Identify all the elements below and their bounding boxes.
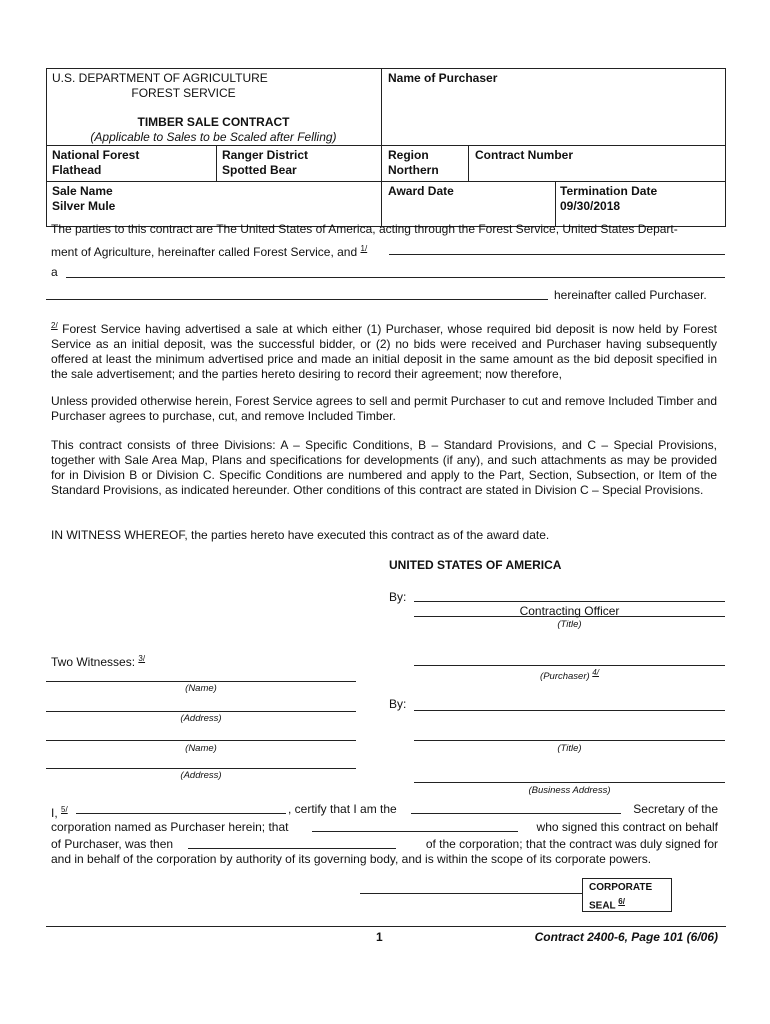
cert-i-text: I,	[51, 806, 58, 820]
sale-name-label: Sale Name	[52, 184, 113, 198]
form-subtitle: (Applicable to Sales to be Scaled after Felling)	[90, 130, 337, 144]
region-label: Region	[388, 148, 429, 162]
footnote-6: 6/	[618, 897, 625, 906]
region-value[interactable]: Northern	[388, 163, 439, 177]
purchaser-label: Name of Purchaser	[388, 71, 498, 85]
parties-line-2	[51, 241, 367, 260]
service-name	[46, 86, 381, 101]
national-forest-label: National Forest	[52, 148, 140, 162]
footnote-4: 4/	[592, 668, 599, 677]
parties-line-2-text: ment of Agriculture, hereinafter called Forest Service, and	[51, 245, 358, 259]
purchaser-title-line[interactable]	[414, 740, 725, 741]
advertised-sale-paragraph	[51, 318, 717, 382]
purchaser-name-line[interactable]	[389, 254, 725, 255]
award-date-label: Award Date	[388, 184, 454, 198]
officer-title-line	[414, 616, 725, 617]
hereinafter-text: hereinafter called Purchaser.	[554, 288, 707, 302]
national-forest-value[interactable]: Flathead	[52, 163, 102, 177]
footnote-1: 1/	[360, 244, 368, 253]
business-address-caption: (Business Address)	[528, 785, 611, 796]
cert-line-2b: who signed this contract on behalf	[536, 820, 718, 834]
advertised-sale-text: Forest Service having advertised a sale at which either (1) Purchaser, whose required bid deposit is now held by Forest Service as an initial deposit, was the successful bidder, or (2) no bids were received and Purchaser having subsequently offered at least the minimum advertised price and made an initial deposit in the same amount as the bid deposit specified in the sale advertisement; and the parties hereto desiring to record their agreement; now therefore,	[51, 322, 717, 381]
ranger-district-label: Ranger District	[222, 148, 309, 162]
termination-date-label: Termination Date	[560, 184, 658, 198]
cert-secretary-text: Secretary of the	[633, 802, 718, 816]
cert-name-line[interactable]	[76, 813, 286, 814]
officer-signature-line[interactable]	[414, 601, 725, 602]
page-number: 1	[376, 930, 383, 944]
termination-date-value[interactable]: 09/30/2018	[560, 199, 621, 213]
two-witnesses-text: Two Witnesses:	[51, 655, 136, 669]
seal-line-1: CORPORATE	[589, 882, 653, 893]
by-label-2: By:	[389, 697, 407, 711]
seal-line-2-text: SEAL	[589, 900, 616, 912]
divisions-paragraph: This contract consists of three Divisions: A – Specific Conditions, B – Standard Provisions, and C – Special Provisions, together with Sale Area Map, Plans and specifications for developments (if any), and such attachments as may be provided for in Division B or Division C. Specific Conditions are numbered and apply to the Part, Section, Subsection, or Item of the Standard Provisions, as indicated hereunder. Other conditions of this contract are stated in Division C – Special Provisions.	[51, 438, 717, 497]
witness-2-address-line[interactable]	[46, 768, 356, 769]
footnote-5: 5/	[61, 805, 68, 814]
by-label-1: By:	[389, 590, 407, 604]
cert-certify-text: , certify that I am the	[288, 802, 397, 816]
usa-heading: UNITED STATES OF AMERICA	[389, 558, 562, 572]
title-caption-2: (Title)	[557, 743, 582, 754]
purchaser-address-line[interactable]	[46, 299, 548, 300]
witness-whereof-paragraph: IN WITNESS WHEREOF, the parties hereto have executed this contract as of the award date.	[51, 528, 550, 542]
dept-name: U.S. DEPARTMENT OF AGRICULTURE	[52, 71, 268, 85]
footer-rule	[46, 926, 726, 927]
form-title: TIMBER SALE CONTRACT	[137, 115, 290, 129]
cert-line-2a: corporation named as Purchaser herein; that	[51, 820, 289, 834]
a-label: a	[51, 265, 58, 279]
corporate-seal-box	[582, 878, 672, 912]
address-caption-2: (Address)	[180, 770, 222, 781]
cert-i-label	[51, 802, 68, 821]
cert-office-line[interactable]	[411, 813, 621, 814]
cert-line-4: and in behalf of the corporation by authority of its governing body, and is within the scope of its corporate powers.	[51, 852, 652, 866]
seal-signature-line[interactable]	[360, 893, 582, 894]
witness-2-name-line[interactable]	[46, 740, 356, 741]
cert-line-3b: of the corporation; that the contract was duly signed for	[425, 837, 718, 851]
cert-signer-line[interactable]	[312, 831, 518, 832]
sale-name-value[interactable]: Silver Mule	[52, 199, 116, 213]
footnote-3: 3/	[138, 654, 146, 663]
witness-1-name-line[interactable]	[46, 681, 356, 682]
purchaser-by-line[interactable]	[414, 710, 725, 711]
two-witnesses-label	[51, 651, 145, 670]
address-caption-1: (Address)	[180, 713, 222, 724]
name-caption-1: (Name)	[185, 683, 217, 694]
purchaser-entity-line[interactable]	[66, 277, 725, 278]
sale-agreement-paragraph: Unless provided otherwise herein, Forest Service agrees to sell and permit Purchaser to cut and remove Included Timber and Purchaser agrees to purchase, cut, and remove Included Timber.	[51, 394, 717, 423]
cert-position-line[interactable]	[188, 848, 396, 849]
purchaser-caption-text: (Purchaser)	[540, 671, 590, 683]
witness-1-address-line[interactable]	[46, 711, 356, 712]
ranger-district-value[interactable]: Spotted Bear	[222, 163, 297, 177]
title-caption-1: (Title)	[557, 619, 582, 630]
purchaser-signature-line[interactable]	[414, 665, 725, 666]
name-caption-2: (Name)	[185, 743, 217, 754]
service-text: FOREST SERVICE	[131, 86, 236, 100]
purchaser-caption	[414, 668, 725, 682]
contract-number-label: Contract Number	[475, 148, 574, 162]
cert-line-3a: of Purchaser, was then	[51, 837, 174, 851]
seal-line-2	[589, 895, 665, 913]
business-address-line[interactable]	[414, 782, 725, 783]
footnote-2: 2/	[51, 321, 58, 330]
form-number: Contract 2400-6, Page 101 (6/06)	[534, 930, 718, 944]
parties-line-1: The parties to this contract are The United States of America, acting through the Forest Service, United States Depart-	[51, 222, 678, 236]
contracting-officer-label: Contracting Officer	[519, 604, 620, 618]
